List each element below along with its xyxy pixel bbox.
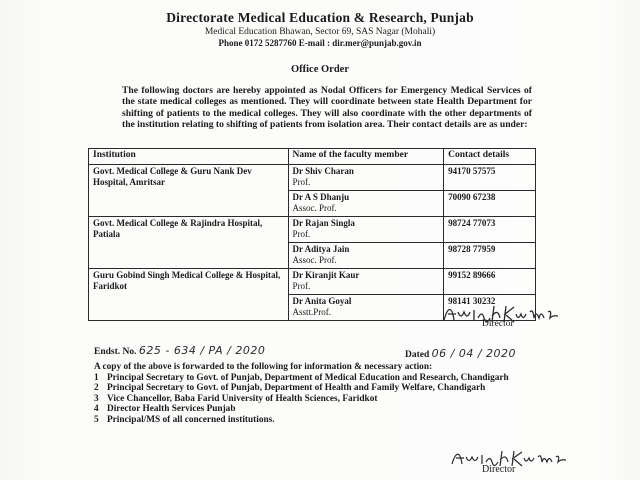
endst-handwritten-number: 625 - 634 / PA / 2020	[138, 344, 266, 357]
list-item	[94, 373, 534, 384]
list-item	[94, 394, 534, 405]
contact-cell: 98724 77073	[444, 217, 536, 243]
recipient-list	[94, 373, 534, 426]
letterhead	[0, 10, 640, 48]
dated-handwritten-date: 06 / 04 / 2020	[431, 347, 517, 360]
faculty-cell	[288, 295, 444, 321]
institution-cell: Govt. Medical College & Rajindra Hospital, Patiala	[89, 217, 289, 269]
signatory-role-2: Director	[482, 464, 516, 475]
faculty-designation: Asstt.Prof.	[292, 306, 332, 317]
faculty-name: Dr A S Dhanju	[292, 192, 350, 202]
list-item-number: 5	[94, 414, 99, 425]
contact-cell: 98728 77959	[444, 243, 536, 269]
faculty-designation: Assoc. Prof.	[292, 254, 337, 265]
faculty-cell	[288, 191, 444, 217]
dated-label: Dated	[405, 350, 430, 360]
column-header-faculty: Name of the faculty member	[288, 149, 444, 165]
intro-paragraph: The following doctors are hereby appointed as Nodal Officers for Emergency Medical Services of the state medical colleges as mentioned. They will coordinate between state Health Department for shifting of patients to the medical colleges. They will also coordinate with the other departments of the institution relating to shifting of patients from isolation area. Their contact details are as under:	[122, 85, 532, 131]
letterhead-contact: Phone 0172 5287760 E-mail : dir.mer@punjab.gov.in	[218, 38, 422, 48]
list-item	[94, 383, 534, 394]
faculty-designation: Assoc. Prof.	[292, 202, 337, 213]
list-item-number: 3	[94, 393, 99, 404]
table-header-row	[89, 149, 536, 165]
endst-label: Endst. No.	[94, 347, 137, 357]
faculty-name: Dr Aditya Jain	[292, 244, 350, 254]
faculty-designation: Prof.	[292, 280, 311, 291]
dated-line	[405, 347, 516, 360]
faculty-designation: Prof.	[292, 176, 311, 187]
list-item-text: Principal Secretary to Govt. of Punjab, Department of Medical Education and Research, Chandigarh	[107, 372, 509, 383]
list-item-number: 2	[94, 383, 99, 394]
list-item-text: Principal/MS of all concerned institutions.	[107, 414, 275, 425]
table-row	[89, 217, 536, 243]
faculty-cell	[288, 269, 444, 295]
letterhead-title: Directorate Medical Education & Research, Punjab	[166, 10, 474, 25]
forwarding-intro: A copy of the above is forwarded to the following for information & necessary action:	[94, 362, 433, 372]
contact-cell: 98141 30232	[444, 295, 536, 321]
list-item-number: 1	[94, 372, 99, 383]
contact-cell: 99152 89666	[444, 269, 536, 295]
faculty-designation: Prof.	[292, 228, 311, 239]
list-item-text: Vice Chancellor, Baba Farid University of Health Sciences, Faridkot	[107, 393, 378, 404]
institution-cell: Govt. Medical College & Guru Nank Dev Hospital, Amritsar	[89, 165, 289, 217]
faculty-cell	[288, 243, 444, 269]
faculty-name: Dr Kiranjit Kaur	[292, 270, 360, 280]
endorsement-number	[94, 344, 265, 357]
table-row	[89, 269, 536, 295]
list-item	[94, 404, 534, 415]
faculty-name: Dr Anita Goyal	[292, 296, 352, 306]
list-item-text: Principal Secretary to Govt. of Punjab, Department of Health and Family Welfare, Chandigarh	[107, 383, 486, 394]
faculty-name: Dr Shiv Charan	[292, 166, 354, 176]
column-header-contact: Contact details	[444, 149, 536, 165]
nodal-officers-table	[88, 148, 536, 321]
list-item	[94, 415, 534, 426]
faculty-cell	[288, 217, 444, 243]
signature-text-2: Avnish Kumar	[448, 469, 454, 470]
contact-cell: 94170 57575	[444, 165, 536, 191]
faculty-cell	[288, 165, 444, 191]
column-header-institution: Institution	[89, 149, 289, 165]
signatory-role: Director	[482, 319, 514, 329]
letterhead-address: Medical Education Bhawan, Sector 69, SAS Nagar (Mohali)	[204, 27, 436, 37]
faculty-name: Dr Rajan Singla	[292, 218, 355, 228]
institution-cell: Guru Gobind Singh Medical College & Hospital, Faridkot	[89, 269, 289, 321]
table-row	[89, 165, 536, 191]
list-item-text: Director Health Services Punjab	[107, 404, 236, 415]
order-title: Office Order	[290, 64, 349, 75]
forwarding-section	[94, 362, 534, 426]
signature-text: Avnish Kumar	[440, 327, 446, 328]
list-item-number: 4	[94, 404, 99, 415]
contact-cell: 70090 67238	[444, 191, 536, 217]
